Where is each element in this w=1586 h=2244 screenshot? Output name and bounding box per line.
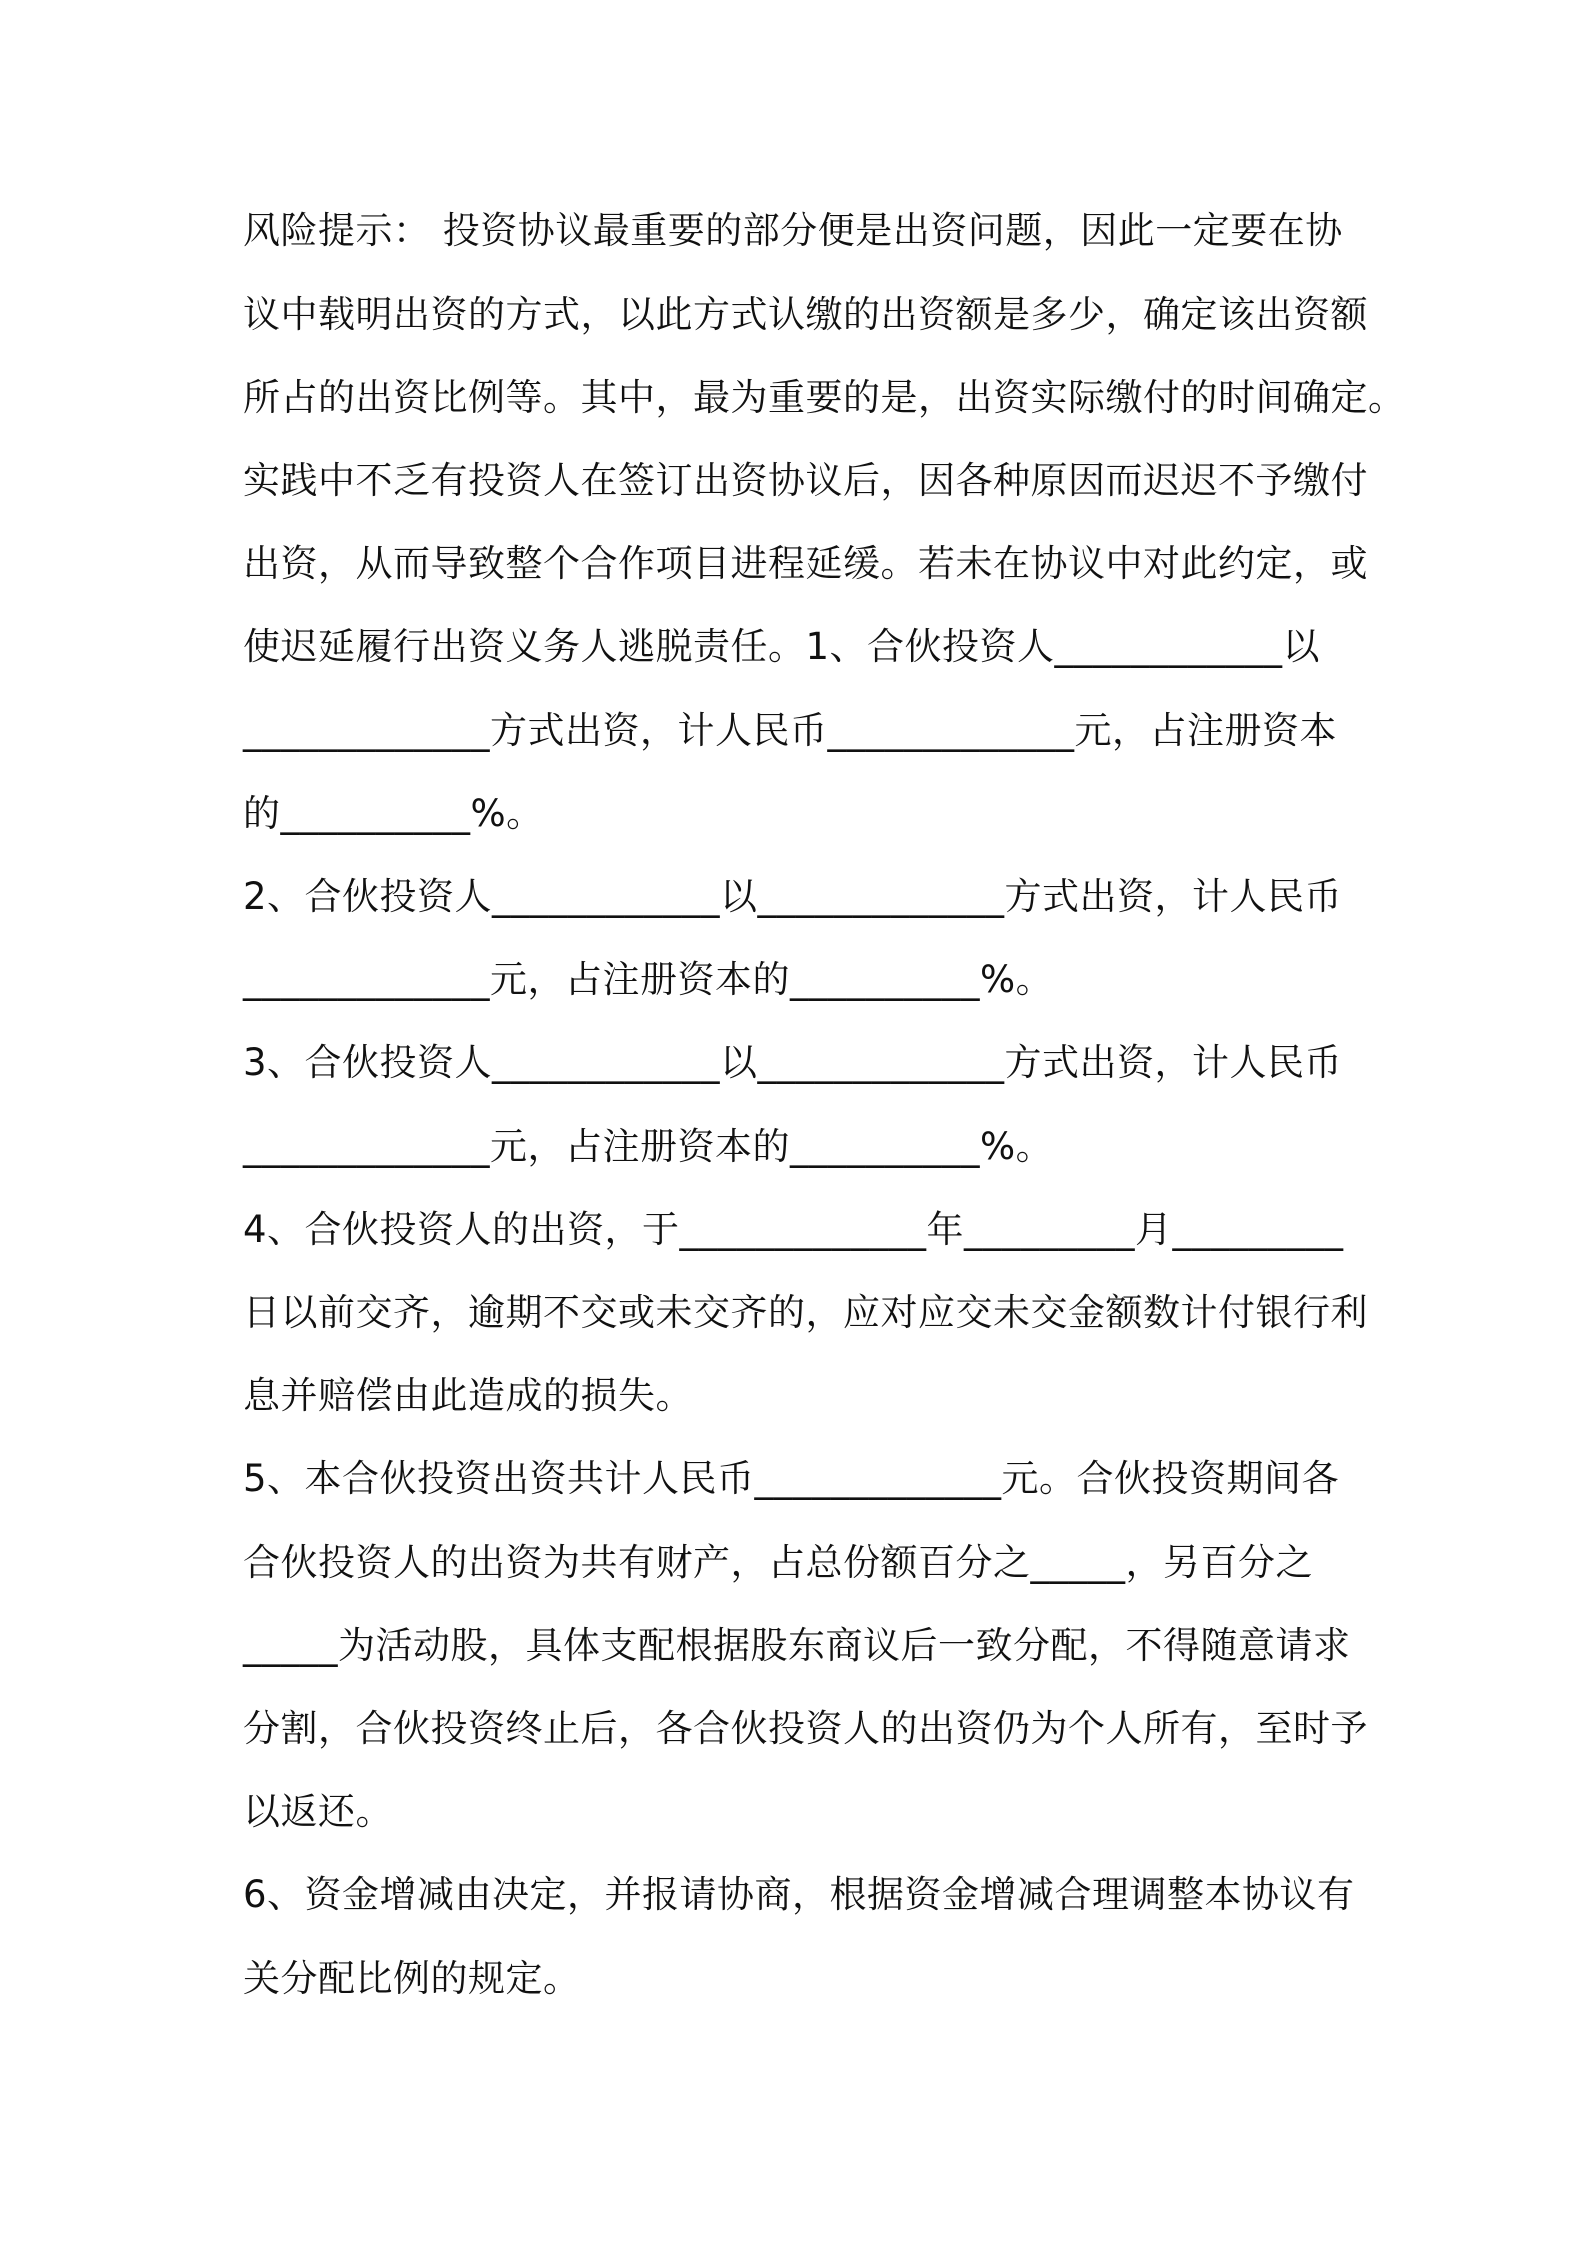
text-line: 的__________%。 <box>243 792 544 835</box>
text-line: 实践中不乏有投资人在签订出资协议后，因各种原因而迟迟不予缴付 <box>243 459 1368 502</box>
text-line: _____________元，占注册资本的__________%。 <box>243 958 1054 1001</box>
text-line: 3、合伙投资人____________以_____________方式出资，计人民币 <box>243 1041 1343 1084</box>
text-line: _____为活动股，具体支配根据股东商议后一致分配，不得随意请求 <box>243 1624 1351 1667</box>
text-line: 出资，从而导致整个合作项目进程延缓。若未在协议中对此约定，或 <box>243 542 1368 585</box>
text-line: 风险提示： 投资协议最重要的部分便是出资问题，因此一定要在协 <box>243 209 1343 252</box>
text-line: 2、合伙投资人____________以_____________方式出资，计人民币 <box>243 875 1343 918</box>
text-line: 议中载明出资的方式，以此方式认缴的出资额是多少，确定该出资额 <box>243 293 1368 336</box>
text-line: 5、本合伙投资出资共计人民币_____________元。合伙投资期间各 <box>243 1457 1340 1500</box>
text-line: 合伙投资人的出资为共有财产，占总份额百分之_____，另百分之 <box>243 1541 1313 1584</box>
text-line: _____________方式出资，计人民币_____________元，占注册资本 <box>243 709 1337 752</box>
text-line: 以返还。 <box>243 1790 393 1833</box>
text-line: 分割，合伙投资终止后，各合伙投资人的出资仍为个人所有，至时予 <box>243 1707 1368 1750</box>
text-line: _____________元，占注册资本的__________%。 <box>243 1125 1054 1168</box>
text-line: 所占的出资比例等。其中，最为重要的是，出资实际缴付的时间确定。 <box>243 376 1406 419</box>
text-line: 6、资金增减由决定，并报请协商，根据资金增减合理调整本协议有 <box>243 1873 1355 1916</box>
text-line: 日以前交齐，逾期不交或未交齐的，应对应交未交金额数计付银行利 <box>243 1291 1368 1334</box>
text-line: 息并赔偿由此造成的损失。 <box>243 1374 693 1417</box>
text-line: 4、合伙投资人的出资，于_____________年_________月_________ <box>243 1208 1344 1251</box>
text-line: 关分配比例的规定。 <box>243 1957 581 2000</box>
text-line: 使迟延履行出资义务人逃脱责任。1、合伙投资人____________以 <box>243 625 1321 668</box>
